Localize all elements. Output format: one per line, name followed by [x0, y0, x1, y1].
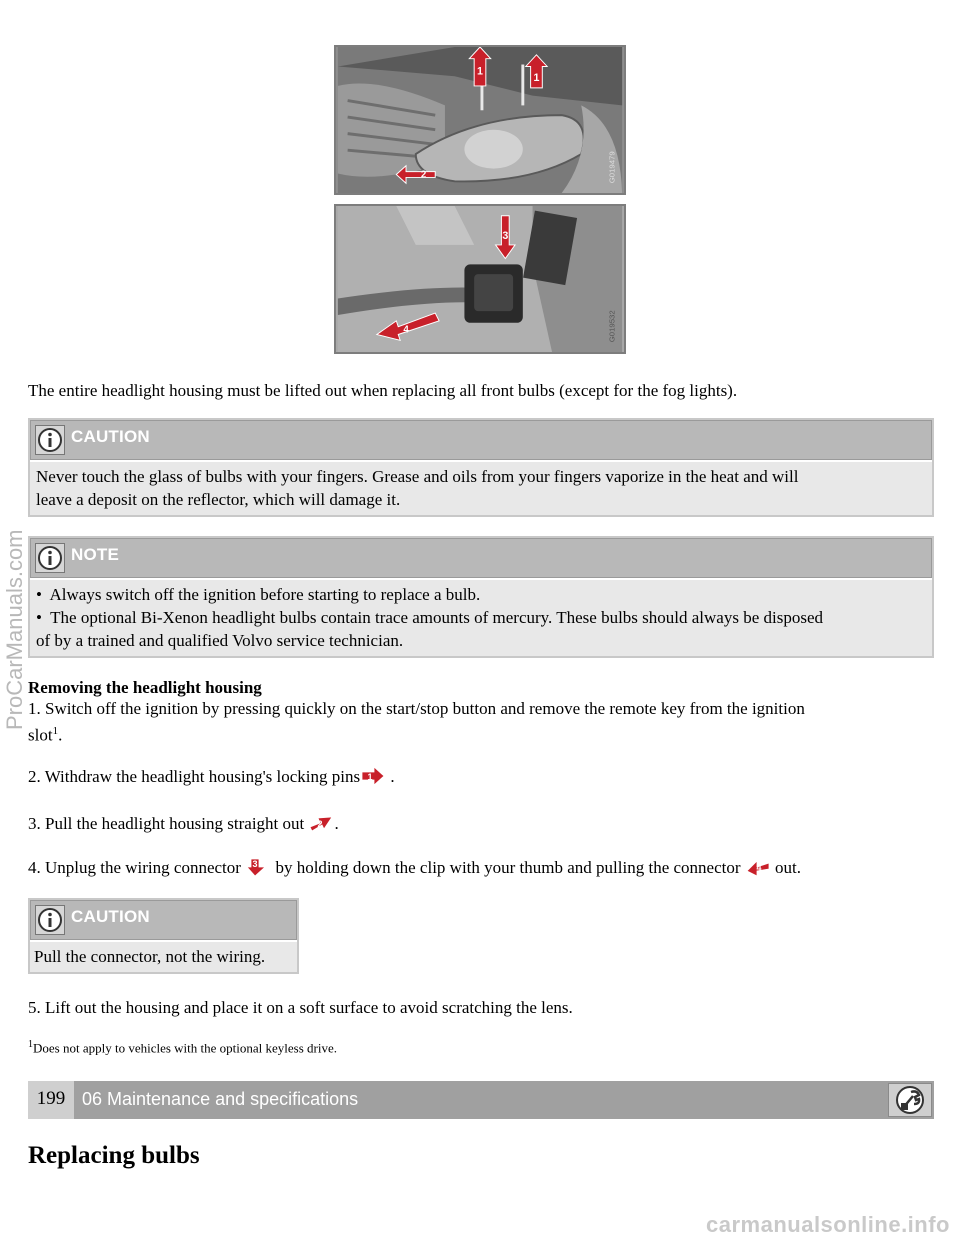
wiring-connector-illustration: [334, 204, 626, 354]
svg-text:4: 4: [403, 324, 409, 336]
step-1-line: 1. Switch off the ignition by pressing quickly on the start/stop button and remove the remote key from the ignition: [28, 699, 805, 718]
note-bullet-text: The optional Bi-Xenon headlight bulbs contain trace amounts of mercury. These bulbs should always be disposed: [50, 608, 824, 627]
wiring-connector-drawing: [336, 206, 624, 352]
note-bullet: • The optional Bi-Xenon headlight bulbs contain trace amounts of mercury. These bulbs should always be disposed: [36, 608, 824, 627]
svg-text:1: 1: [367, 772, 373, 782]
step-1-text: slot: [28, 725, 53, 745]
footnote-marker: 1: [28, 1039, 33, 1050]
footnote-ref: 1: [52, 725, 59, 737]
note-body: [30, 580, 932, 656]
arrow-2-icon: [308, 813, 334, 833]
headlight-housing-drawing: [336, 47, 624, 193]
step-4: [28, 856, 801, 879]
svg-text:1: 1: [477, 65, 483, 78]
svg-text:4: 4: [756, 863, 762, 873]
svg-text:2: 2: [317, 819, 323, 829]
step-4-text: 4. Unplug the wiring connector: [28, 858, 246, 877]
caution-body: Pull the connector, not the wiring.: [30, 942, 297, 972]
svg-text:3: 3: [252, 859, 258, 869]
headlight-reflector: [464, 130, 522, 169]
section-heading: Removing the headlight housing: [28, 678, 262, 697]
caution-label: CAUTION: [71, 427, 150, 446]
step-2: [28, 765, 395, 788]
step-2-text: 2. Withdraw the headlight housing's locking pins: [28, 767, 361, 786]
caution-text-line: leave a deposit on the reflector, which will damage it.: [36, 490, 401, 509]
footnote-text: Does not apply to vehicles with the optional keyless drive.: [33, 1040, 337, 1056]
note-box: [28, 536, 934, 658]
note-header: [30, 538, 932, 578]
note-bullet-continued: of by a trained and qualified Volvo service technician.: [36, 631, 404, 650]
info-icon: [35, 425, 65, 455]
caution-label: CAUTION: [71, 907, 150, 926]
step-3-text: 3. Pull the headlight housing straight out: [28, 814, 309, 833]
left-watermark: ProCarManuals.com: [2, 529, 27, 730]
page-footer-bar: [28, 1081, 934, 1119]
replacing-bulbs-heading: Replacing bulbs: [28, 1142, 200, 1169]
caution-body: [30, 462, 932, 515]
note-label: NOTE: [71, 545, 120, 564]
svg-text:3: 3: [502, 230, 509, 243]
step-1-continued: [28, 720, 62, 747]
caution-box: [28, 418, 934, 517]
intro-text: The entire headlight housing must be lifted out when replacing all front bulbs (except for the fog lights).: [28, 381, 738, 400]
step-3-end: .: [334, 814, 339, 833]
arrow-4-icon: [745, 857, 771, 877]
bottom-watermark: carmanualsonline.info: [706, 1212, 950, 1237]
step-4-text-middle: by holding down the clip with your thumb and pulling the connector: [271, 858, 745, 877]
svg-text:2: 2: [420, 169, 427, 181]
step-2-end: .: [386, 767, 395, 786]
info-icon: [35, 543, 65, 573]
section-title: 06 Maintenance and specifications: [82, 1089, 359, 1109]
step-1-end: .: [58, 725, 63, 745]
arrow-1-icon: [360, 766, 386, 786]
figure-code: G019532: [607, 310, 617, 343]
footnote: [28, 1039, 337, 1056]
caution-text-line: Never touch the glass of bulbs with your fingers. Grease and oils from your fingers vaporize in the heat and will: [36, 467, 799, 486]
info-icon: [35, 905, 65, 935]
svg-text:1: 1: [533, 72, 540, 85]
arrow-3-icon: [245, 857, 271, 877]
headlight-housing-illustration: [334, 45, 626, 195]
step-5: 5. Lift out the housing and place it on a soft surface to avoid scratching the lens.: [28, 998, 573, 1017]
caution-header: [30, 900, 297, 940]
caution-box-small: [28, 898, 299, 974]
step-4-end: out.: [770, 858, 801, 877]
page-number: 199: [28, 1081, 74, 1119]
note-bullet: • Always switch off the ignition before starting to replace a bulb.: [36, 585, 481, 604]
caution-header: [30, 420, 932, 460]
figure-code: G019479: [607, 151, 617, 184]
wrench-icon: [888, 1083, 932, 1117]
note-bullet-text: Always switch off the ignition before starting to replace a bulb.: [49, 585, 481, 604]
step-3: [28, 812, 339, 835]
